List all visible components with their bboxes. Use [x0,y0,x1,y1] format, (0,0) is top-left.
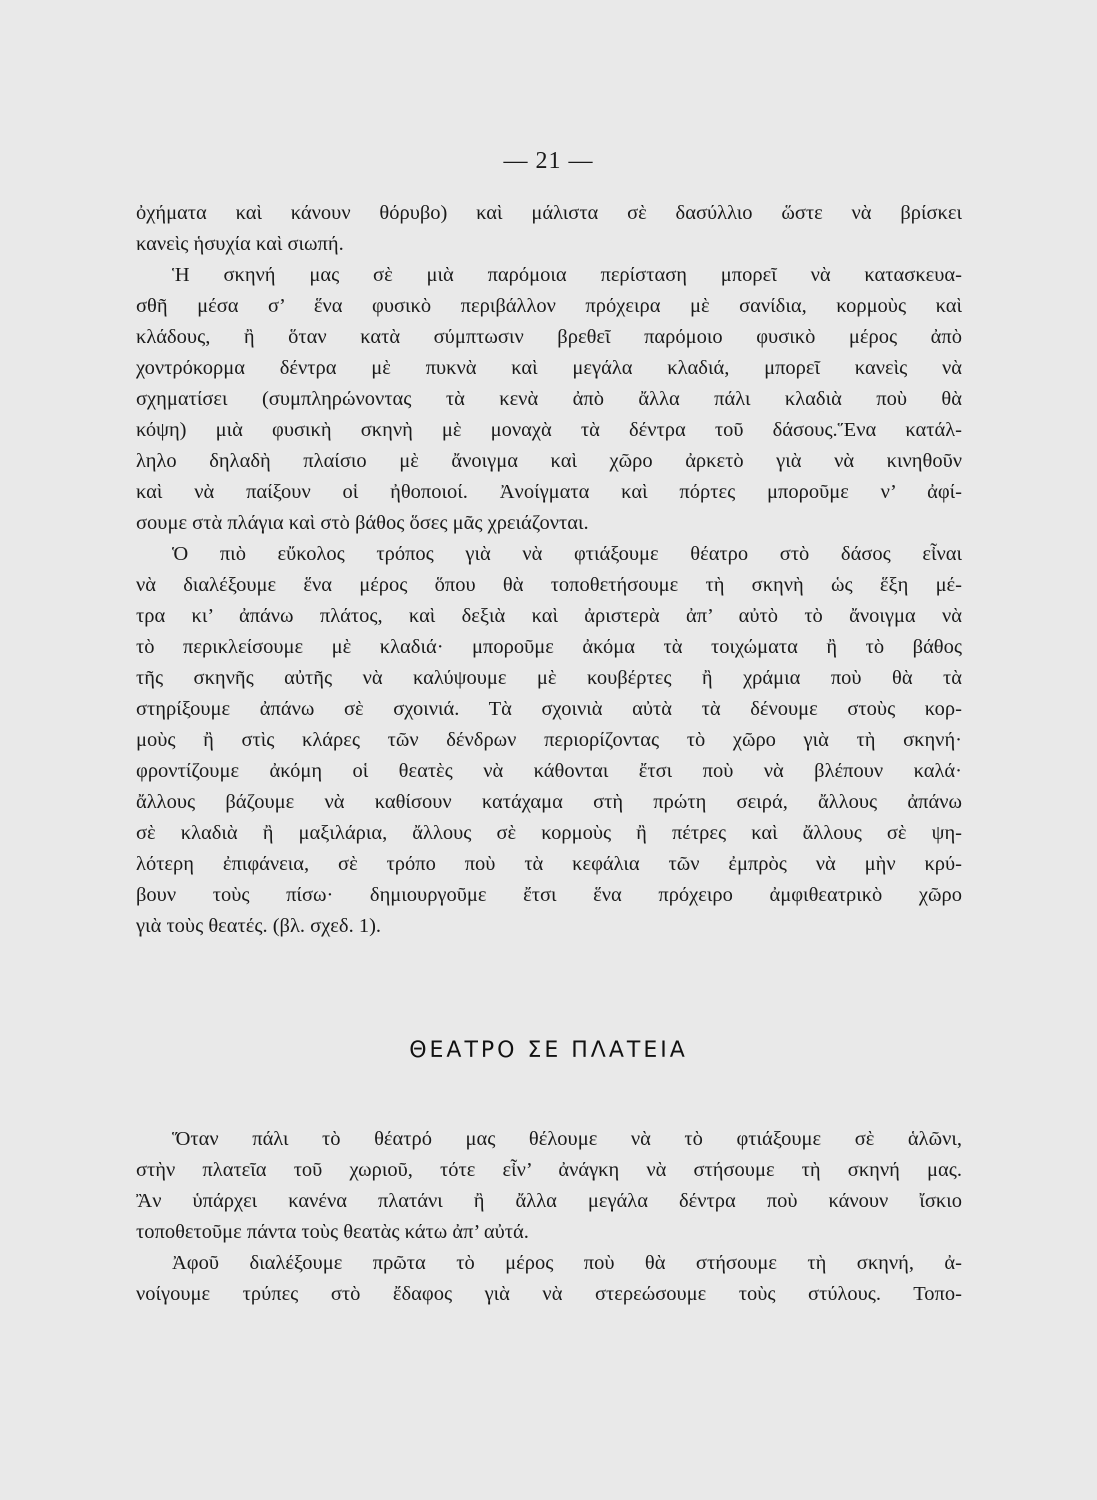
text-line: νὰ διαλέξουμε ἕνα μέρος ὅπου θὰ τοποθετήσουμε τὴ σκηνὴ ὡς ἕξη μέ- [136,574,962,596]
text-line: νοίγουμε τρύπες στὸ ἔδαφος γιὰ νὰ στερεώσουμε τοὺς στύλους. Τοπο- [136,1283,962,1305]
text-line: βουν τοὺς πίσω· δημιουργοῦμε ἔτσι ἕνα πρόχειρο ἀμφιθεατρικὸ χῶρο [136,884,962,906]
paragraph-start-line: Ὁ πιὸ εὔκολος τρόπος γιὰ νὰ φτιάξουμε θέατρο στὸ δάσος εἶναι [172,543,962,565]
section-forest-theatre-text [136,198,962,942]
text-line: κανεὶς ἡσυχία καὶ σιωπή. [136,233,344,255]
text-line: σὲ κλαδιὰ ἢ μαξιλάρια, ἄλλους σὲ κορμοὺς ἢ πέτρες καὶ ἄλλους σὲ ψη- [136,822,962,844]
section-heading: ΘΕΑΤΡΟ ΣΕ ΠΛΑΤΕΙΑ [409,1038,688,1064]
text-line: Ἂν ὑπάρχει κανένα πλατάνι ἢ ἄλλα μεγάλα δέντρα ποὺ κάνουν ἴσκιο [136,1190,962,1212]
text-line: λότερη ἐπιφάνεια, σὲ τρόπο ποὺ τὰ κεφάλια τῶν ἐμπρὸς νὰ μὴν κρύ- [136,853,962,875]
section-square-theatre-text [136,1124,962,1310]
text-line: κόψη) μιὰ φυσικὴ σκηνὴ μὲ μοναχὰ τὰ δέντρα τοῦ δάσους.Ἕνα κατάλ- [136,419,962,441]
text-line: τῆς σκηνῆς αὐτῆς νὰ καλύψουμε μὲ κουβέρτες ἢ χράμια ποὺ θὰ τὰ [136,667,962,689]
text-line: ὀχήματα καὶ κάνουν θόρυβο) καὶ μάλιστα σὲ δασύλλιο ὥστε νὰ βρίσκει [136,202,962,224]
text-line: γιὰ τοὺς θεατές. (βλ. σχεδ. 1). [136,915,382,937]
paragraph-start-line: Ἀφοῦ διαλέξουμε πρῶτα τὸ μέρος ποὺ θὰ στήσουμε τὴ σκηνή, ἀ- [172,1252,962,1274]
text-line: στὴν πλατεῖα τοῦ χωριοῦ, τότε εἶν’ ἀνάγκη νὰ στήσουμε τὴ σκηνή μας. [136,1159,962,1181]
paragraph-start-line: Ὅταν πάλι τὸ θέατρό μας θέλουμε νὰ τὸ φτιάξουμε σὲ ἁλῶνι, [172,1128,962,1150]
text-line: κλάδους, ἢ ὅταν κατὰ σύμπτωσιν βρεθεῖ παρόμοιο φυσικὸ μέρος ἀπὸ [136,326,962,348]
text-line: σθῆ μέσα σ’ ἕνα φυσικὸ περιβάλλον πρόχειρα μὲ σανίδια, κορμοὺς καὶ [136,295,962,317]
paragraph-start-line: Ἡ σκηνή μας σὲ μιὰ παρόμοια περίσταση μπορεῖ νὰ κατασκευα- [172,264,962,286]
text-line: ληλο δηλαδὴ πλαίσιο μὲ ἄνοιγμα καὶ χῶρο ἀρκετὸ γιὰ νὰ κινηθοῦν [136,450,962,472]
text-line: σουμε στὰ πλάγια καὶ στὸ βάθος ὅσες μᾶς χρειάζονται. [136,512,589,534]
text-line: καὶ νὰ παίξουν οἱ ἠθοποιοί. Ἀνοίγματα καὶ πόρτες μποροῦμε ν’ ἀφί- [136,481,962,503]
text-line: μοὺς ἢ στὶς κλάρες τῶν δένδρων περιορίζοντας τὸ χῶρο γιὰ τὴ σκηνή· [136,729,962,751]
text-line: σχηματίσει (συμπληρώνοντας τὰ κενὰ ἀπὸ ἄλλα πάλι κλαδιὰ ποὺ θὰ [136,388,962,410]
text-line: τοποθετοῦμε πάντα τοὺς θεατὰς κάτω ἀπ’ αὐτά. [136,1221,529,1243]
text-line: στηρίξουμε ἀπάνω σὲ σχοινιά. Τὰ σχοινιὰ αὐτὰ τὰ δένουμε στοὺς κορ- [136,698,962,720]
text-line: χοντρόκορμα δέντρα μὲ πυκνὰ καὶ μεγάλα κλαδιά, μπορεῖ κανεὶς νὰ [136,357,962,379]
page-number: — 21 — [503,148,594,174]
text-line: φροντίζουμε ἀκόμη οἱ θεατὲς νὰ κάθονται ἔτσι ποὺ νὰ βλέπουν καλά· [136,760,962,782]
text-line: ἄλλους βάζουμε νὰ καθίσουν κατάχαμα στὴ πρώτη σειρά, ἄλλους ἀπάνω [136,791,962,813]
text-line: τρα κι’ ἀπάνω πλάτος, καὶ δεξιὰ καὶ ἀριστερὰ ἀπ’ αὐτὸ τὸ ἄνοιγμα νὰ [136,605,962,627]
text-line: τὸ περικλείσουμε μὲ κλαδιά· μποροῦμε ἀκόμα τὰ τοιχώματα ἢ τὸ βάθος [136,636,962,658]
